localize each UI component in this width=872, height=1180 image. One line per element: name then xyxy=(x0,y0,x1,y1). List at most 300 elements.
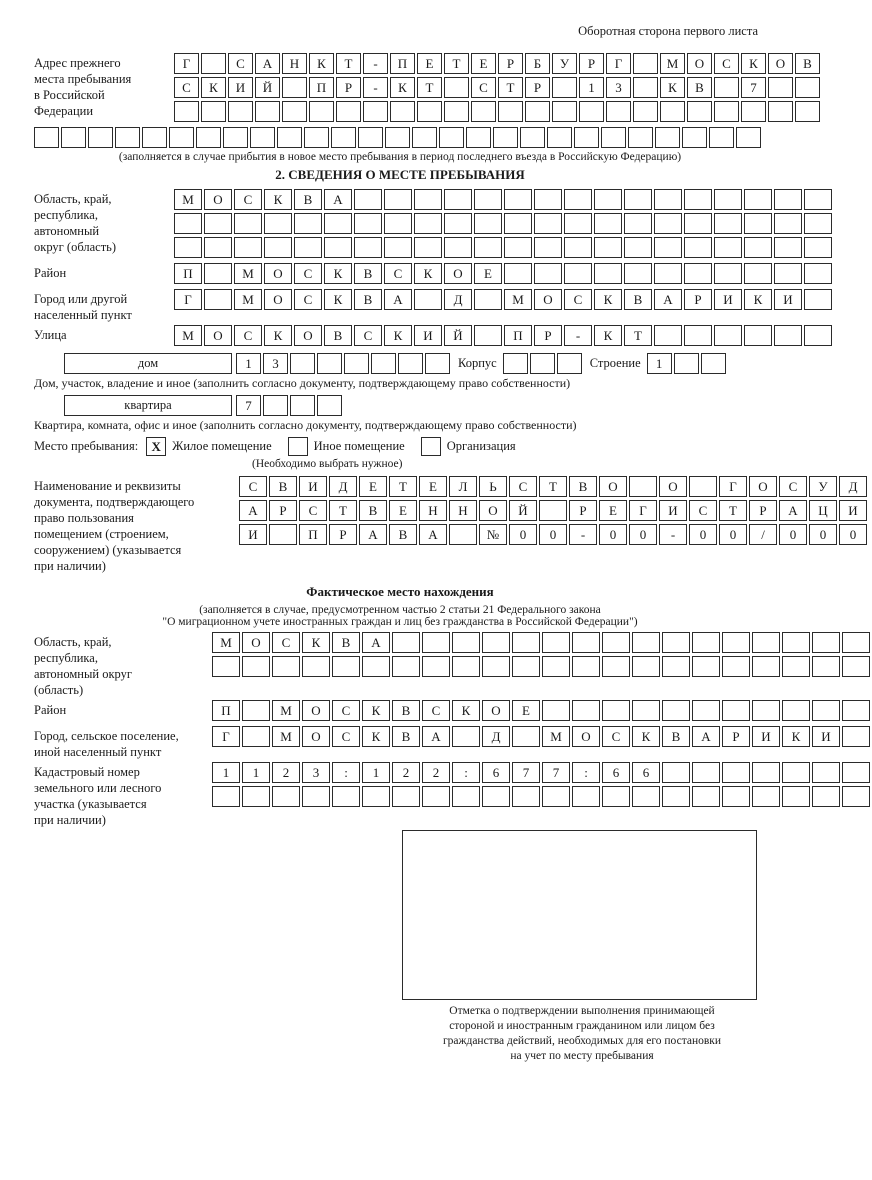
char-cell[interactable]: А xyxy=(779,500,807,521)
char-cell[interactable] xyxy=(444,189,472,210)
char-cell[interactable]: К xyxy=(594,325,622,346)
char-cell[interactable] xyxy=(602,700,630,721)
char-cell[interactable] xyxy=(142,127,167,148)
char-cell[interactable] xyxy=(474,289,502,310)
char-cell[interactable]: В xyxy=(687,77,712,98)
street-grid[interactable] xyxy=(174,325,834,349)
char-cell[interactable] xyxy=(774,263,802,284)
char-cell[interactable] xyxy=(498,101,523,122)
char-cell[interactable] xyxy=(512,786,540,807)
char-cell[interactable]: 0 xyxy=(719,524,747,545)
char-cell[interactable]: О xyxy=(302,726,330,747)
char-cell[interactable] xyxy=(277,127,302,148)
char-cell[interactable]: Р xyxy=(329,524,357,545)
char-cell[interactable] xyxy=(692,632,720,653)
char-cell[interactable] xyxy=(660,101,685,122)
char-cell[interactable] xyxy=(684,263,712,284)
char-cell[interactable]: П xyxy=(390,53,415,74)
char-cell[interactable] xyxy=(474,213,502,234)
char-cell[interactable]: Р xyxy=(569,500,597,521)
char-cell[interactable]: М xyxy=(234,263,262,284)
char-cell[interactable] xyxy=(804,289,832,310)
char-cell[interactable]: 2 xyxy=(392,762,420,783)
char-cell[interactable]: К xyxy=(309,53,334,74)
char-cell[interactable] xyxy=(282,77,307,98)
char-cell[interactable] xyxy=(606,101,631,122)
char-cell[interactable] xyxy=(628,127,653,148)
char-cell[interactable] xyxy=(482,656,510,677)
char-cell[interactable]: 7 xyxy=(512,762,540,783)
char-cell[interactable]: О xyxy=(264,289,292,310)
char-cell[interactable]: И xyxy=(228,77,253,98)
char-cell[interactable] xyxy=(782,656,810,677)
char-cell[interactable]: С xyxy=(602,726,630,747)
char-cell[interactable]: К xyxy=(660,77,685,98)
char-cell[interactable]: С xyxy=(228,53,253,74)
char-cell[interactable] xyxy=(782,632,810,653)
char-cell[interactable]: Р xyxy=(525,77,550,98)
char-cell[interactable] xyxy=(624,237,652,258)
char-cell[interactable]: О xyxy=(444,263,472,284)
char-cell[interactable] xyxy=(812,632,840,653)
char-cell[interactable]: В xyxy=(359,500,387,521)
previous-address-extra-row[interactable] xyxy=(34,127,766,148)
char-cell[interactable]: О xyxy=(242,632,270,653)
char-cell[interactable]: П xyxy=(212,700,240,721)
char-cell[interactable] xyxy=(474,325,502,346)
char-cell[interactable] xyxy=(752,762,780,783)
char-cell[interactable] xyxy=(674,353,699,374)
char-cell[interactable] xyxy=(336,101,361,122)
char-cell[interactable] xyxy=(269,524,297,545)
char-cell[interactable] xyxy=(547,127,572,148)
char-cell[interactable]: Е xyxy=(599,500,627,521)
char-cell[interactable]: В xyxy=(324,325,352,346)
char-cell[interactable] xyxy=(242,726,270,747)
char-cell[interactable]: Е xyxy=(471,53,496,74)
char-cell[interactable]: О xyxy=(204,189,232,210)
char-cell[interactable] xyxy=(714,101,739,122)
char-cell[interactable] xyxy=(714,77,739,98)
char-cell[interactable] xyxy=(255,101,280,122)
stamp-box[interactable] xyxy=(402,830,757,1000)
char-cell[interactable] xyxy=(564,263,592,284)
char-cell[interactable]: 0 xyxy=(779,524,807,545)
char-cell[interactable]: В xyxy=(392,726,420,747)
char-cell[interactable]: И xyxy=(752,726,780,747)
char-cell[interactable] xyxy=(530,353,555,374)
char-cell[interactable] xyxy=(741,101,766,122)
char-cell[interactable] xyxy=(534,213,562,234)
char-cell[interactable]: К xyxy=(302,632,330,653)
char-cell[interactable]: А xyxy=(654,289,682,310)
char-cell[interactable]: / xyxy=(749,524,777,545)
char-cell[interactable]: Д xyxy=(839,476,867,497)
char-cell[interactable] xyxy=(564,213,592,234)
char-cell[interactable]: 1 xyxy=(579,77,604,98)
char-cell[interactable] xyxy=(564,189,592,210)
char-cell[interactable]: Ц xyxy=(809,500,837,521)
char-cell[interactable] xyxy=(384,189,412,210)
char-cell[interactable] xyxy=(493,127,518,148)
char-cell[interactable]: Т xyxy=(389,476,417,497)
char-cell[interactable] xyxy=(362,786,390,807)
char-cell[interactable] xyxy=(594,263,622,284)
char-cell[interactable] xyxy=(354,213,382,234)
char-cell[interactable] xyxy=(534,189,562,210)
char-cell[interactable] xyxy=(804,263,832,284)
char-cell[interactable]: Т xyxy=(417,77,442,98)
char-cell[interactable] xyxy=(632,632,660,653)
char-cell[interactable] xyxy=(354,189,382,210)
char-cell[interactable] xyxy=(384,237,412,258)
char-cell[interactable] xyxy=(174,213,202,234)
char-cell[interactable]: 7 xyxy=(542,762,570,783)
char-cell[interactable] xyxy=(744,237,772,258)
char-cell[interactable] xyxy=(689,476,717,497)
char-cell[interactable] xyxy=(655,127,680,148)
char-cell[interactable] xyxy=(684,189,712,210)
char-cell[interactable] xyxy=(414,237,442,258)
char-cell[interactable]: К xyxy=(452,700,480,721)
actual-district-grid[interactable] xyxy=(212,700,872,724)
char-cell[interactable] xyxy=(842,786,870,807)
char-cell[interactable]: О xyxy=(599,476,627,497)
char-cell[interactable]: В xyxy=(354,263,382,284)
char-cell[interactable] xyxy=(687,101,712,122)
char-cell[interactable] xyxy=(264,213,292,234)
char-cell[interactable] xyxy=(302,786,330,807)
char-cell[interactable] xyxy=(196,127,221,148)
char-cell[interactable] xyxy=(290,353,315,374)
char-cell[interactable] xyxy=(774,237,802,258)
char-cell[interactable] xyxy=(272,786,300,807)
char-cell[interactable] xyxy=(804,213,832,234)
char-cell[interactable] xyxy=(34,127,59,148)
char-cell[interactable]: Г xyxy=(606,53,631,74)
char-cell[interactable]: С xyxy=(714,53,739,74)
char-cell[interactable] xyxy=(752,656,780,677)
char-cell[interactable]: М xyxy=(504,289,532,310)
char-cell[interactable]: : xyxy=(332,762,360,783)
char-cell[interactable]: Т xyxy=(624,325,652,346)
cadastral-grid[interactable] xyxy=(212,762,872,810)
char-cell[interactable] xyxy=(654,263,682,284)
char-cell[interactable]: К xyxy=(201,77,226,98)
char-cell[interactable] xyxy=(682,127,707,148)
char-cell[interactable]: 0 xyxy=(509,524,537,545)
char-cell[interactable] xyxy=(574,127,599,148)
char-cell[interactable] xyxy=(602,656,630,677)
char-cell[interactable] xyxy=(842,656,870,677)
char-cell[interactable] xyxy=(579,101,604,122)
char-cell[interactable] xyxy=(812,786,840,807)
char-cell[interactable]: П xyxy=(309,77,334,98)
char-cell[interactable] xyxy=(444,213,472,234)
char-cell[interactable] xyxy=(714,189,742,210)
char-cell[interactable] xyxy=(684,213,712,234)
char-cell[interactable] xyxy=(228,101,253,122)
char-cell[interactable] xyxy=(324,237,352,258)
char-cell[interactable] xyxy=(242,656,270,677)
char-cell[interactable]: И xyxy=(812,726,840,747)
char-cell[interactable]: К xyxy=(264,189,292,210)
char-cell[interactable] xyxy=(412,127,437,148)
char-cell[interactable] xyxy=(654,213,682,234)
char-cell[interactable]: В xyxy=(269,476,297,497)
char-cell[interactable] xyxy=(601,127,626,148)
char-cell[interactable] xyxy=(594,213,622,234)
char-cell[interactable]: Н xyxy=(419,500,447,521)
char-cell[interactable] xyxy=(654,237,682,258)
char-cell[interactable]: Г xyxy=(174,53,199,74)
char-cell[interactable]: Й xyxy=(444,325,472,346)
char-cell[interactable] xyxy=(324,213,352,234)
char-cell[interactable] xyxy=(385,127,410,148)
char-cell[interactable] xyxy=(474,237,502,258)
char-cell[interactable] xyxy=(452,632,480,653)
char-cell[interactable] xyxy=(624,189,652,210)
char-cell[interactable] xyxy=(363,101,388,122)
char-cell[interactable]: Й xyxy=(509,500,537,521)
char-cell[interactable] xyxy=(557,353,582,374)
char-cell[interactable] xyxy=(242,786,270,807)
char-cell[interactable] xyxy=(392,632,420,653)
actual-city-grid[interactable] xyxy=(212,726,872,750)
char-cell[interactable] xyxy=(371,353,396,374)
char-cell[interactable]: К xyxy=(741,53,766,74)
char-cell[interactable]: Т xyxy=(539,476,567,497)
char-cell[interactable] xyxy=(542,786,570,807)
char-cell[interactable]: С xyxy=(471,77,496,98)
char-cell[interactable] xyxy=(632,700,660,721)
char-cell[interactable] xyxy=(804,237,832,258)
flat-boxes[interactable] xyxy=(236,395,344,416)
korpus-boxes[interactable] xyxy=(503,353,584,374)
char-cell[interactable]: С xyxy=(272,632,300,653)
char-cell[interactable]: В xyxy=(392,700,420,721)
char-cell[interactable] xyxy=(722,786,750,807)
char-cell[interactable] xyxy=(115,127,140,148)
char-cell[interactable] xyxy=(768,101,793,122)
char-cell[interactable] xyxy=(204,263,232,284)
char-cell[interactable]: А xyxy=(692,726,720,747)
char-cell[interactable] xyxy=(309,101,334,122)
char-cell[interactable]: Т xyxy=(498,77,523,98)
char-cell[interactable] xyxy=(782,700,810,721)
char-cell[interactable]: К xyxy=(632,726,660,747)
char-cell[interactable] xyxy=(842,726,870,747)
char-cell[interactable] xyxy=(201,53,226,74)
char-cell[interactable] xyxy=(390,101,415,122)
char-cell[interactable] xyxy=(768,77,793,98)
char-cell[interactable] xyxy=(692,656,720,677)
char-cell[interactable]: Ь xyxy=(479,476,507,497)
char-cell[interactable]: И xyxy=(714,289,742,310)
char-cell[interactable] xyxy=(504,213,532,234)
char-cell[interactable] xyxy=(842,762,870,783)
char-cell[interactable]: М xyxy=(272,700,300,721)
char-cell[interactable] xyxy=(317,353,342,374)
char-cell[interactable] xyxy=(744,263,772,284)
char-cell[interactable] xyxy=(304,127,329,148)
char-cell[interactable]: М xyxy=(542,726,570,747)
char-cell[interactable]: Й xyxy=(255,77,280,98)
char-cell[interactable] xyxy=(466,127,491,148)
char-cell[interactable] xyxy=(512,656,540,677)
char-cell[interactable]: С xyxy=(174,77,199,98)
char-cell[interactable] xyxy=(354,237,382,258)
char-cell[interactable]: О xyxy=(659,476,687,497)
char-cell[interactable]: К xyxy=(324,263,352,284)
char-cell[interactable]: - xyxy=(363,53,388,74)
char-cell[interactable]: - xyxy=(564,325,592,346)
char-cell[interactable]: Т xyxy=(336,53,361,74)
char-cell[interactable]: : xyxy=(572,762,600,783)
char-cell[interactable] xyxy=(795,77,820,98)
dom-boxes[interactable] xyxy=(236,353,452,374)
char-cell[interactable] xyxy=(684,237,712,258)
char-cell[interactable] xyxy=(542,632,570,653)
char-cell[interactable]: Л xyxy=(449,476,477,497)
char-cell[interactable] xyxy=(744,213,772,234)
char-cell[interactable]: С xyxy=(509,476,537,497)
char-cell[interactable] xyxy=(701,353,726,374)
char-cell[interactable] xyxy=(564,237,592,258)
char-cell[interactable]: Д xyxy=(444,289,472,310)
char-cell[interactable] xyxy=(417,101,442,122)
char-cell[interactable] xyxy=(212,786,240,807)
char-cell[interactable]: В xyxy=(624,289,652,310)
char-cell[interactable] xyxy=(572,700,600,721)
char-cell[interactable] xyxy=(632,786,660,807)
char-cell[interactable] xyxy=(795,101,820,122)
char-cell[interactable]: Н xyxy=(282,53,307,74)
char-cell[interactable] xyxy=(344,353,369,374)
char-cell[interactable]: 1 xyxy=(242,762,270,783)
char-cell[interactable] xyxy=(201,101,226,122)
char-cell[interactable] xyxy=(714,213,742,234)
char-cell[interactable]: 7 xyxy=(741,77,766,98)
char-cell[interactable]: С xyxy=(332,700,360,721)
district-grid[interactable] xyxy=(174,263,834,287)
char-cell[interactable] xyxy=(709,127,734,148)
char-cell[interactable]: А xyxy=(239,500,267,521)
char-cell[interactable] xyxy=(714,237,742,258)
char-cell[interactable] xyxy=(294,237,322,258)
char-cell[interactable]: К xyxy=(362,700,390,721)
char-cell[interactable]: Г xyxy=(174,289,202,310)
char-cell[interactable]: Р xyxy=(579,53,604,74)
char-cell[interactable] xyxy=(204,237,232,258)
char-cell[interactable]: В xyxy=(662,726,690,747)
char-cell[interactable] xyxy=(842,632,870,653)
char-cell[interactable] xyxy=(512,726,540,747)
char-cell[interactable]: К xyxy=(362,726,390,747)
char-cell[interactable]: С xyxy=(234,189,262,210)
char-cell[interactable] xyxy=(444,77,469,98)
char-cell[interactable]: Р xyxy=(534,325,562,346)
char-cell[interactable] xyxy=(624,213,652,234)
char-cell[interactable] xyxy=(392,786,420,807)
char-cell[interactable]: С xyxy=(384,263,412,284)
char-cell[interactable]: К xyxy=(414,263,442,284)
char-cell[interactable] xyxy=(774,325,802,346)
char-cell[interactable] xyxy=(633,53,658,74)
char-cell[interactable] xyxy=(414,213,442,234)
char-cell[interactable] xyxy=(294,213,322,234)
char-cell[interactable]: С xyxy=(564,289,592,310)
char-cell[interactable]: 0 xyxy=(539,524,567,545)
char-cell[interactable]: О xyxy=(749,476,777,497)
char-cell[interactable]: Н xyxy=(449,500,477,521)
char-cell[interactable]: А xyxy=(422,726,450,747)
previous-address-grid[interactable] xyxy=(174,53,822,125)
char-cell[interactable] xyxy=(439,127,464,148)
char-cell[interactable]: О xyxy=(534,289,562,310)
char-cell[interactable] xyxy=(594,237,622,258)
char-cell[interactable] xyxy=(714,263,742,284)
char-cell[interactable] xyxy=(452,726,480,747)
char-cell[interactable]: О xyxy=(572,726,600,747)
char-cell[interactable]: 0 xyxy=(839,524,867,545)
char-cell[interactable]: С xyxy=(234,325,262,346)
char-cell[interactable] xyxy=(263,395,288,416)
char-cell[interactable]: Е xyxy=(474,263,502,284)
char-cell[interactable] xyxy=(290,395,315,416)
char-cell[interactable]: И xyxy=(414,325,442,346)
char-cell[interactable] xyxy=(629,476,657,497)
char-cell[interactable] xyxy=(662,786,690,807)
char-cell[interactable] xyxy=(504,263,532,284)
char-cell[interactable]: 7 xyxy=(236,395,261,416)
char-cell[interactable] xyxy=(242,700,270,721)
char-cell[interactable] xyxy=(474,189,502,210)
char-cell[interactable]: 0 xyxy=(689,524,717,545)
char-cell[interactable] xyxy=(736,127,761,148)
char-cell[interactable] xyxy=(223,127,248,148)
char-cell[interactable] xyxy=(392,656,420,677)
char-cell[interactable] xyxy=(744,189,772,210)
char-cell[interactable] xyxy=(714,325,742,346)
char-cell[interactable] xyxy=(774,213,802,234)
char-cell[interactable]: О xyxy=(482,700,510,721)
char-cell[interactable] xyxy=(414,189,442,210)
checkbox-other-premises[interactable] xyxy=(288,437,308,456)
actual-region-grid[interactable] xyxy=(212,632,872,680)
char-cell[interactable]: С xyxy=(294,289,322,310)
document-grid[interactable] xyxy=(239,476,869,548)
char-cell[interactable]: О xyxy=(294,325,322,346)
char-cell[interactable] xyxy=(632,656,660,677)
char-cell[interactable] xyxy=(332,656,360,677)
char-cell[interactable]: А xyxy=(419,524,447,545)
char-cell[interactable]: Г xyxy=(629,500,657,521)
char-cell[interactable]: Е xyxy=(417,53,442,74)
char-cell[interactable]: С xyxy=(689,500,717,521)
char-cell[interactable]: О xyxy=(204,325,232,346)
char-cell[interactable] xyxy=(572,786,600,807)
char-cell[interactable] xyxy=(534,237,562,258)
char-cell[interactable]: К xyxy=(384,325,412,346)
char-cell[interactable] xyxy=(633,77,658,98)
char-cell[interactable]: 1 xyxy=(236,353,261,374)
char-cell[interactable] xyxy=(452,786,480,807)
char-cell[interactable] xyxy=(752,700,780,721)
char-cell[interactable] xyxy=(782,762,810,783)
char-cell[interactable]: 6 xyxy=(602,762,630,783)
char-cell[interactable] xyxy=(774,189,802,210)
